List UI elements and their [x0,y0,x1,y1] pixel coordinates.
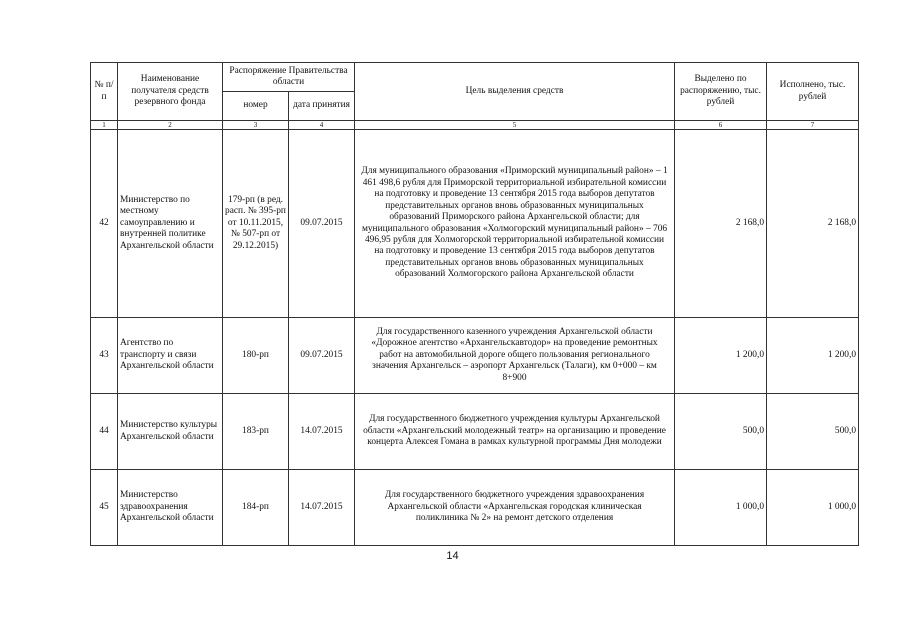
row-recipient: Министерство по местному самоуправлению и внутренней политике Архангельской области [118,130,223,318]
row-executed: 500,0 [767,394,859,470]
header-order-number: номер [223,92,289,121]
row-purpose: Для государственного бюджетного учреждения здравоохранения Архангельской области «Архангельская городская клиническая поликлиника № 2» на ремонт детского отделения [355,470,675,546]
row-allocated: 1 200,0 [675,318,767,394]
header-order: Распоряжение Правительства области [223,63,355,92]
header-purpose: Цель выделения средств [355,63,675,121]
table-row [91,470,859,546]
column-number: 3 [223,121,289,130]
row-purpose: Для государственного бюджетного учреждения культуры Архангельской области «Архангельский молодежный театр» на организацию и проведение концерта Алексея Гомана в рамках культурной программы Дня молодежи [355,394,675,470]
header-num: № п/п [91,63,118,121]
row-purpose: Для муниципального образования «Приморский муниципальный район» – 1 461 498,6 рубля для Приморской территориальной избирательной комиссии на подготовку и проведение 13 сентября 2015 года выборов депутатов представительных органов вновь образованных муниципальных образований Приморского района Архангельской области; для муниципального образования «Холмогорский муниципальный район» – 706 496,95 рубля для Холмогорской территориальной избирательной комиссии на подготовку и проведение 13 сентября 2015 года выборов депутатов представительных органов вновь образованных муниципальных образований Холмогорского района Архангельской области [355,130,675,318]
header-executed: Исполнено, тыс. рублей [767,63,859,121]
table-row [91,394,859,470]
row-num: 42 [91,130,118,318]
header-allocated: Выделено по распоряжению, тыс. рублей [675,63,767,121]
row-order-number: 184-рп [223,470,289,546]
row-order-number: 183-рп [223,394,289,470]
row-purpose: Для государственного казенного учреждения Архангельской области «Дорожное агентство «Архангельскавтодор» на проведение ремонтных работ на автомобильной дороге общего пользования регионального значения Архангельск – аэропорт Архангельск (Талаги), км 0+000 – км 8+900 [355,318,675,394]
document-page [90,62,858,546]
column-number: 5 [355,121,675,130]
header-row-top [91,63,859,92]
row-date: 14.07.2015 [289,394,355,470]
column-number: 7 [767,121,859,130]
column-number: 4 [289,121,355,130]
column-number: 1 [91,121,118,130]
row-num: 45 [91,470,118,546]
table-row [91,130,859,318]
row-executed: 1 000,0 [767,470,859,546]
page-number: 14 [446,550,459,562]
header-recipient: Наименование получателя средств резервного фонда [118,63,223,121]
column-number: 2 [118,121,223,130]
row-date: 09.07.2015 [289,130,355,318]
row-order-number: 180-рп [223,318,289,394]
row-allocated: 2 168,0 [675,130,767,318]
header-order-date: дата принятия [289,92,355,121]
row-num: 44 [91,394,118,470]
column-numbers-row [91,121,859,130]
row-allocated: 500,0 [675,394,767,470]
row-recipient: Министерство здравоохранения Архангельской области [118,470,223,546]
row-num: 43 [91,318,118,394]
row-allocated: 1 000,0 [675,470,767,546]
row-date: 14.07.2015 [289,470,355,546]
row-executed: 1 200,0 [767,318,859,394]
row-executed: 2 168,0 [767,130,859,318]
row-date: 09.07.2015 [289,318,355,394]
column-number: 6 [675,121,767,130]
table-row [91,318,859,394]
row-recipient: Министерство культуры Архангельской области [118,394,223,470]
row-order-number: 179-рп (в ред. расп. № 395-рп от 10.11.2015, № 507-рп от 29.12.2015) [223,130,289,318]
row-recipient: Агентство по транспорту и связи Архангельской области [118,318,223,394]
reserve-fund-table [90,62,859,546]
